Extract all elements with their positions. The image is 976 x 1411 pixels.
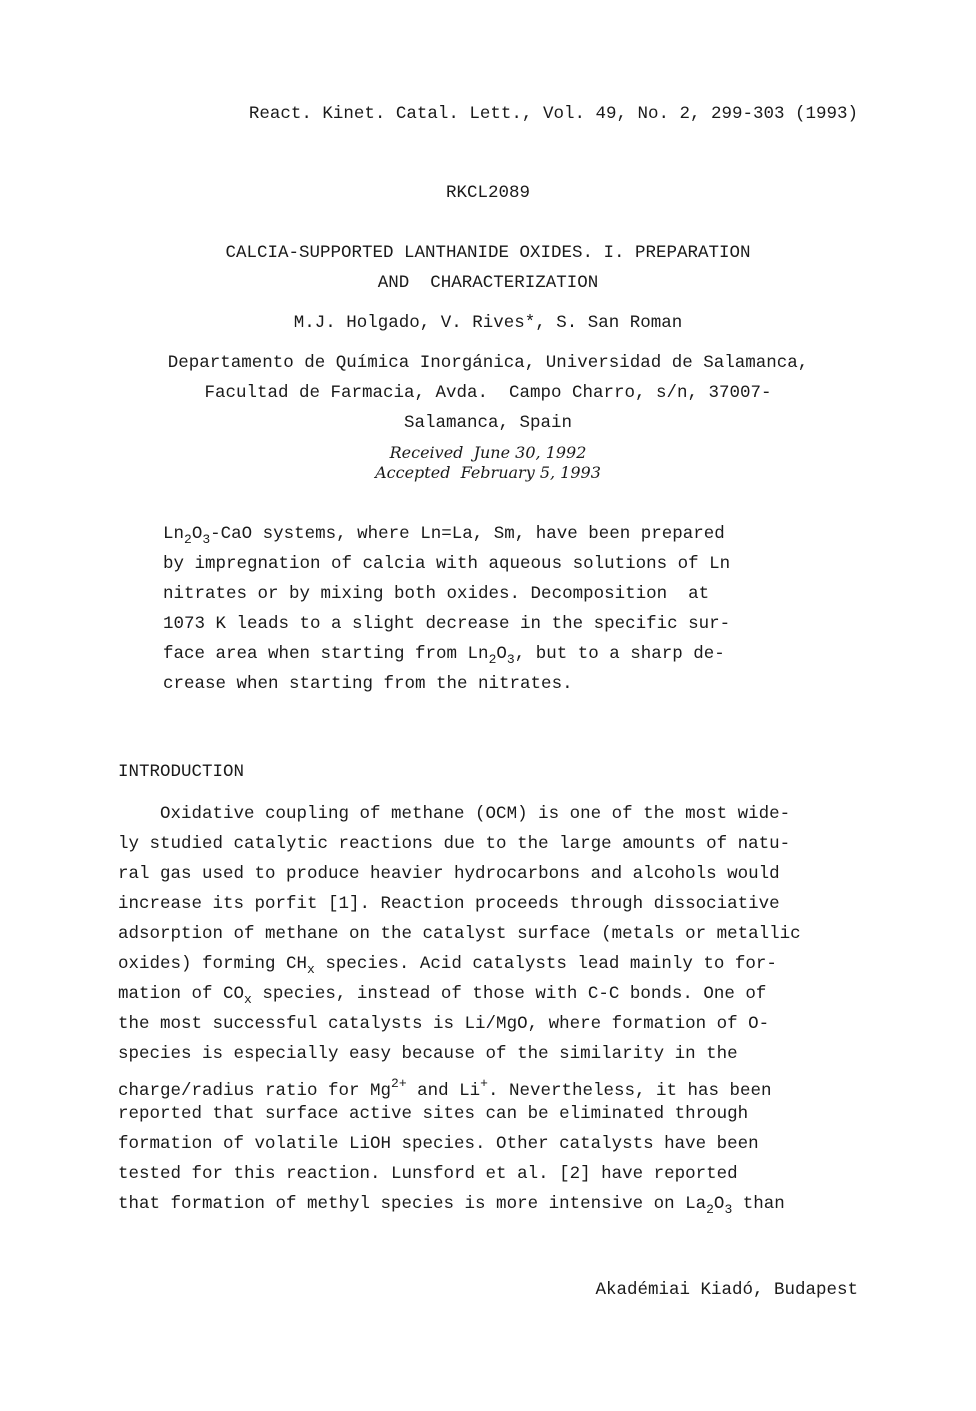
received-date: Received June 30, 1992 bbox=[389, 443, 587, 462]
abstract-line: crease when starting from the nitrates. bbox=[163, 674, 573, 694]
journal-reference: React. Kinet. Catal. Lett., Vol. 49, No. 2, 299-303 (1993) bbox=[248, 104, 858, 124]
body-line: ly studied catalytic reactions due to the large amounts of natu- bbox=[118, 834, 791, 854]
affiliation-line-2: Facultad de Farmacia, Avda. Campo Charro, s/n, 37007- bbox=[204, 383, 772, 403]
body-line: increase its porfit [1]. Reaction proceeds through dissociative bbox=[118, 894, 780, 914]
body-line: mation of $CO_x$ species, instead of those with C-C bonds. One of bbox=[118, 984, 767, 1007]
title-line-1: CALCIA-SUPPORTED LANTHANIDE OXIDES. I. PREPARATION bbox=[225, 243, 751, 263]
affiliation-line-1: Departamento de Química Inorgánica, Universidad de Salamanca, bbox=[167, 353, 809, 373]
authors: M.J. Holgado, V. Rives*, S. San Roman bbox=[293, 313, 683, 333]
body-line: oxides) forming $CH_x$ species. Acid catalysts lead mainly to for- bbox=[118, 954, 777, 977]
introduction-body bbox=[118, 799, 868, 1219]
publisher-footer: Akadémiai Kiadó, Budapest bbox=[595, 1280, 858, 1300]
affiliation-line-3: Salamanca, Spain bbox=[403, 413, 573, 433]
article-code: RKCL2089 bbox=[445, 183, 530, 203]
body-line: tested for this reaction. Lunsford et al. [2] have reported bbox=[118, 1164, 738, 1184]
section-heading-introduction: INTRODUCTION bbox=[118, 762, 245, 782]
body-line: species is especially easy because of the similarity in the bbox=[118, 1044, 738, 1064]
body-line: reported that surface active sites can be eliminated through bbox=[118, 1104, 749, 1124]
abstract-line: face area when starting from $Ln_2O_3$, but to a sharp de- bbox=[163, 644, 725, 667]
abstract-line: $Ln_2O_3$-CaO systems, where Ln=La, Sm, have been prepared bbox=[163, 524, 725, 547]
body-line: charge/radius ratio for $Mg^{2+}$ and Li+. Nevertheless, it has been bbox=[118, 1076, 772, 1101]
title-line-2: AND CHARACTERIZATION bbox=[377, 273, 599, 293]
body-line: ral gas used to produce heavier hydrocarbons and alcohols would bbox=[118, 864, 780, 884]
abstract-line: 1073 K leads to a slight decrease in the specific sur- bbox=[163, 614, 731, 634]
body-line: Oxidative coupling of methane (OCM) is one of the most wide- bbox=[118, 804, 791, 824]
body-line: adsorption of methane on the catalyst surface (metals or metallic bbox=[118, 924, 801, 944]
abstract-line: nitrates or by mixing both oxides. Decomposition at bbox=[163, 584, 710, 604]
body-line: formation of volatile LiOH species. Other catalysts have been bbox=[118, 1134, 759, 1154]
abstract-line: by impregnation of calcia with aqueous solutions of Ln bbox=[163, 554, 731, 574]
accepted-date: Accepted February 5, 1993 bbox=[375, 463, 601, 482]
body-line: the most successful catalysts is Li/MgO, where formation of O- bbox=[118, 1014, 770, 1034]
body-line: that formation of methyl species is more intensive on $La_2O_3$ than bbox=[118, 1194, 785, 1217]
abstract bbox=[163, 519, 813, 699]
